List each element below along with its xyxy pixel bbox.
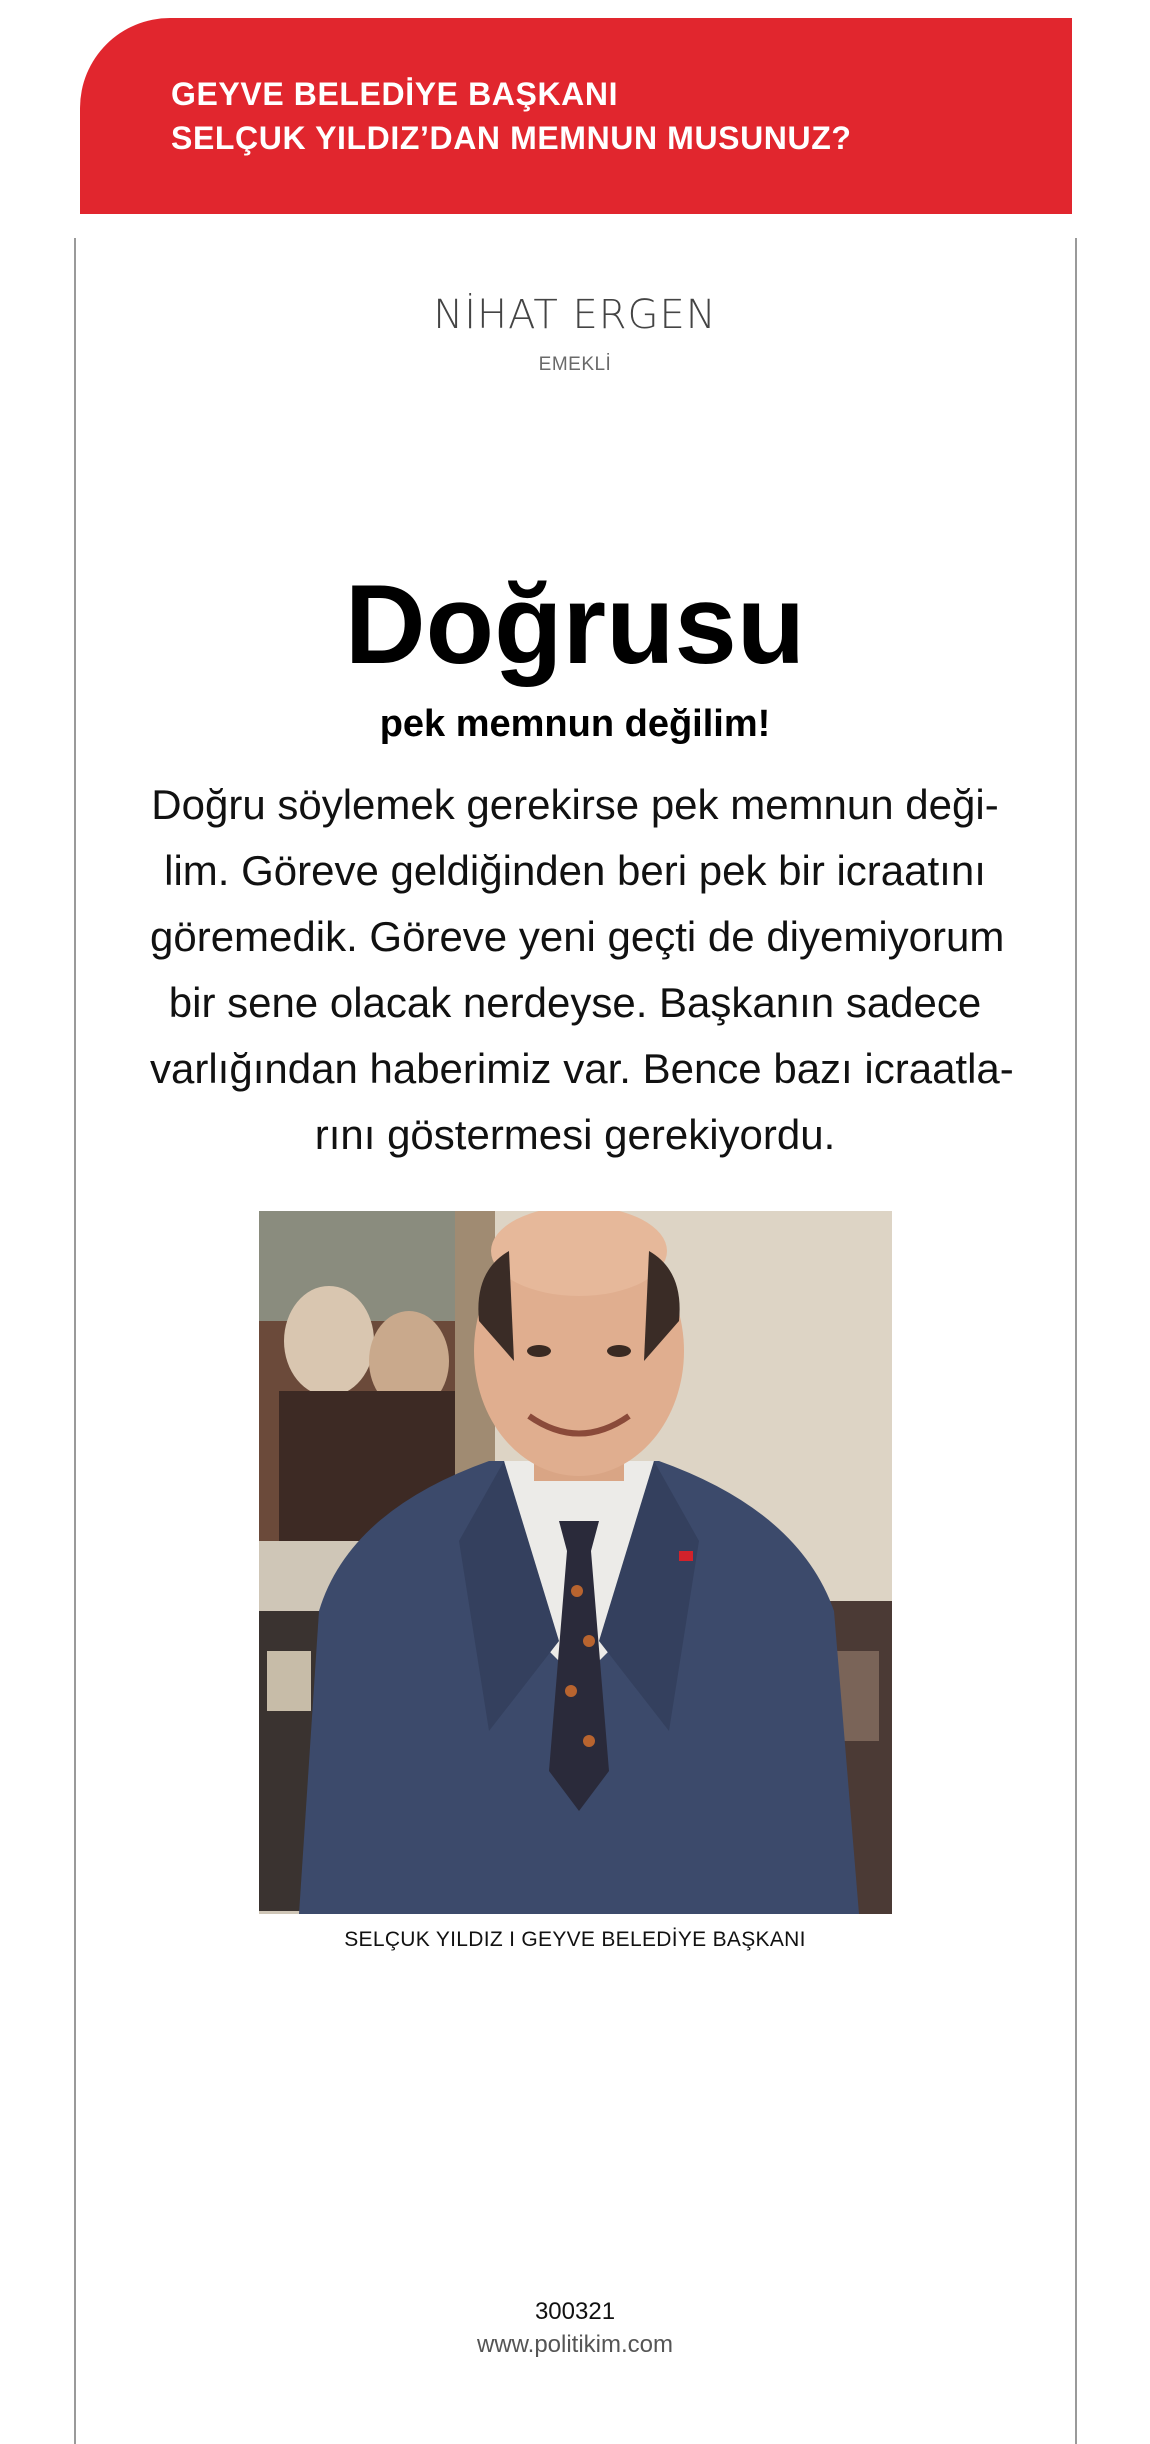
body-line: varlığından haberimiz var. Bence bazı icraatla- [150,1045,1014,1092]
subheadline: pek memnun değilim! [379,703,771,745]
header-banner [80,18,1072,214]
author-role: EMEKLİ [538,354,612,375]
photo-caption: SELÇUK YILDIZ I GEYVE BELEDİYE BAŞKANI [344,1928,806,1951]
banner-title-line-1: GEYVE BELEDİYE BAŞKANI [171,76,619,112]
eye-left [527,1345,551,1357]
banner-title-line-2: SELÇUK YILDIZ’DAN MEMNUN MUSUNUZ? [171,120,852,156]
body-line: bir sene olacak nerdeyse. Başkanın sadece [168,979,982,1026]
body-line: lim. Göreve geldiğinden beri pek bir icraatını [164,847,986,894]
article-body [150,772,1014,1168]
lapel-pin [679,1551,693,1561]
mayor-portrait-photo [259,1211,892,1914]
body-line: göremedik. Göreve yeni geçti de diyemiyorum [150,913,1005,960]
footer-code: 300321 [534,2298,616,2325]
portrait-illustration [259,1211,892,1914]
footer-website-link[interactable]: www.politikim.com [476,2331,674,2358]
author-name: NİHAT ERGEN [433,292,717,338]
body-line: rını göstermesi gerekiyordu. [314,1111,836,1158]
eye-right [607,1345,631,1357]
body-line: Doğru söylemek gerekirse pek memnun deği- [151,781,999,828]
headline: Doğrusu [344,562,806,687]
